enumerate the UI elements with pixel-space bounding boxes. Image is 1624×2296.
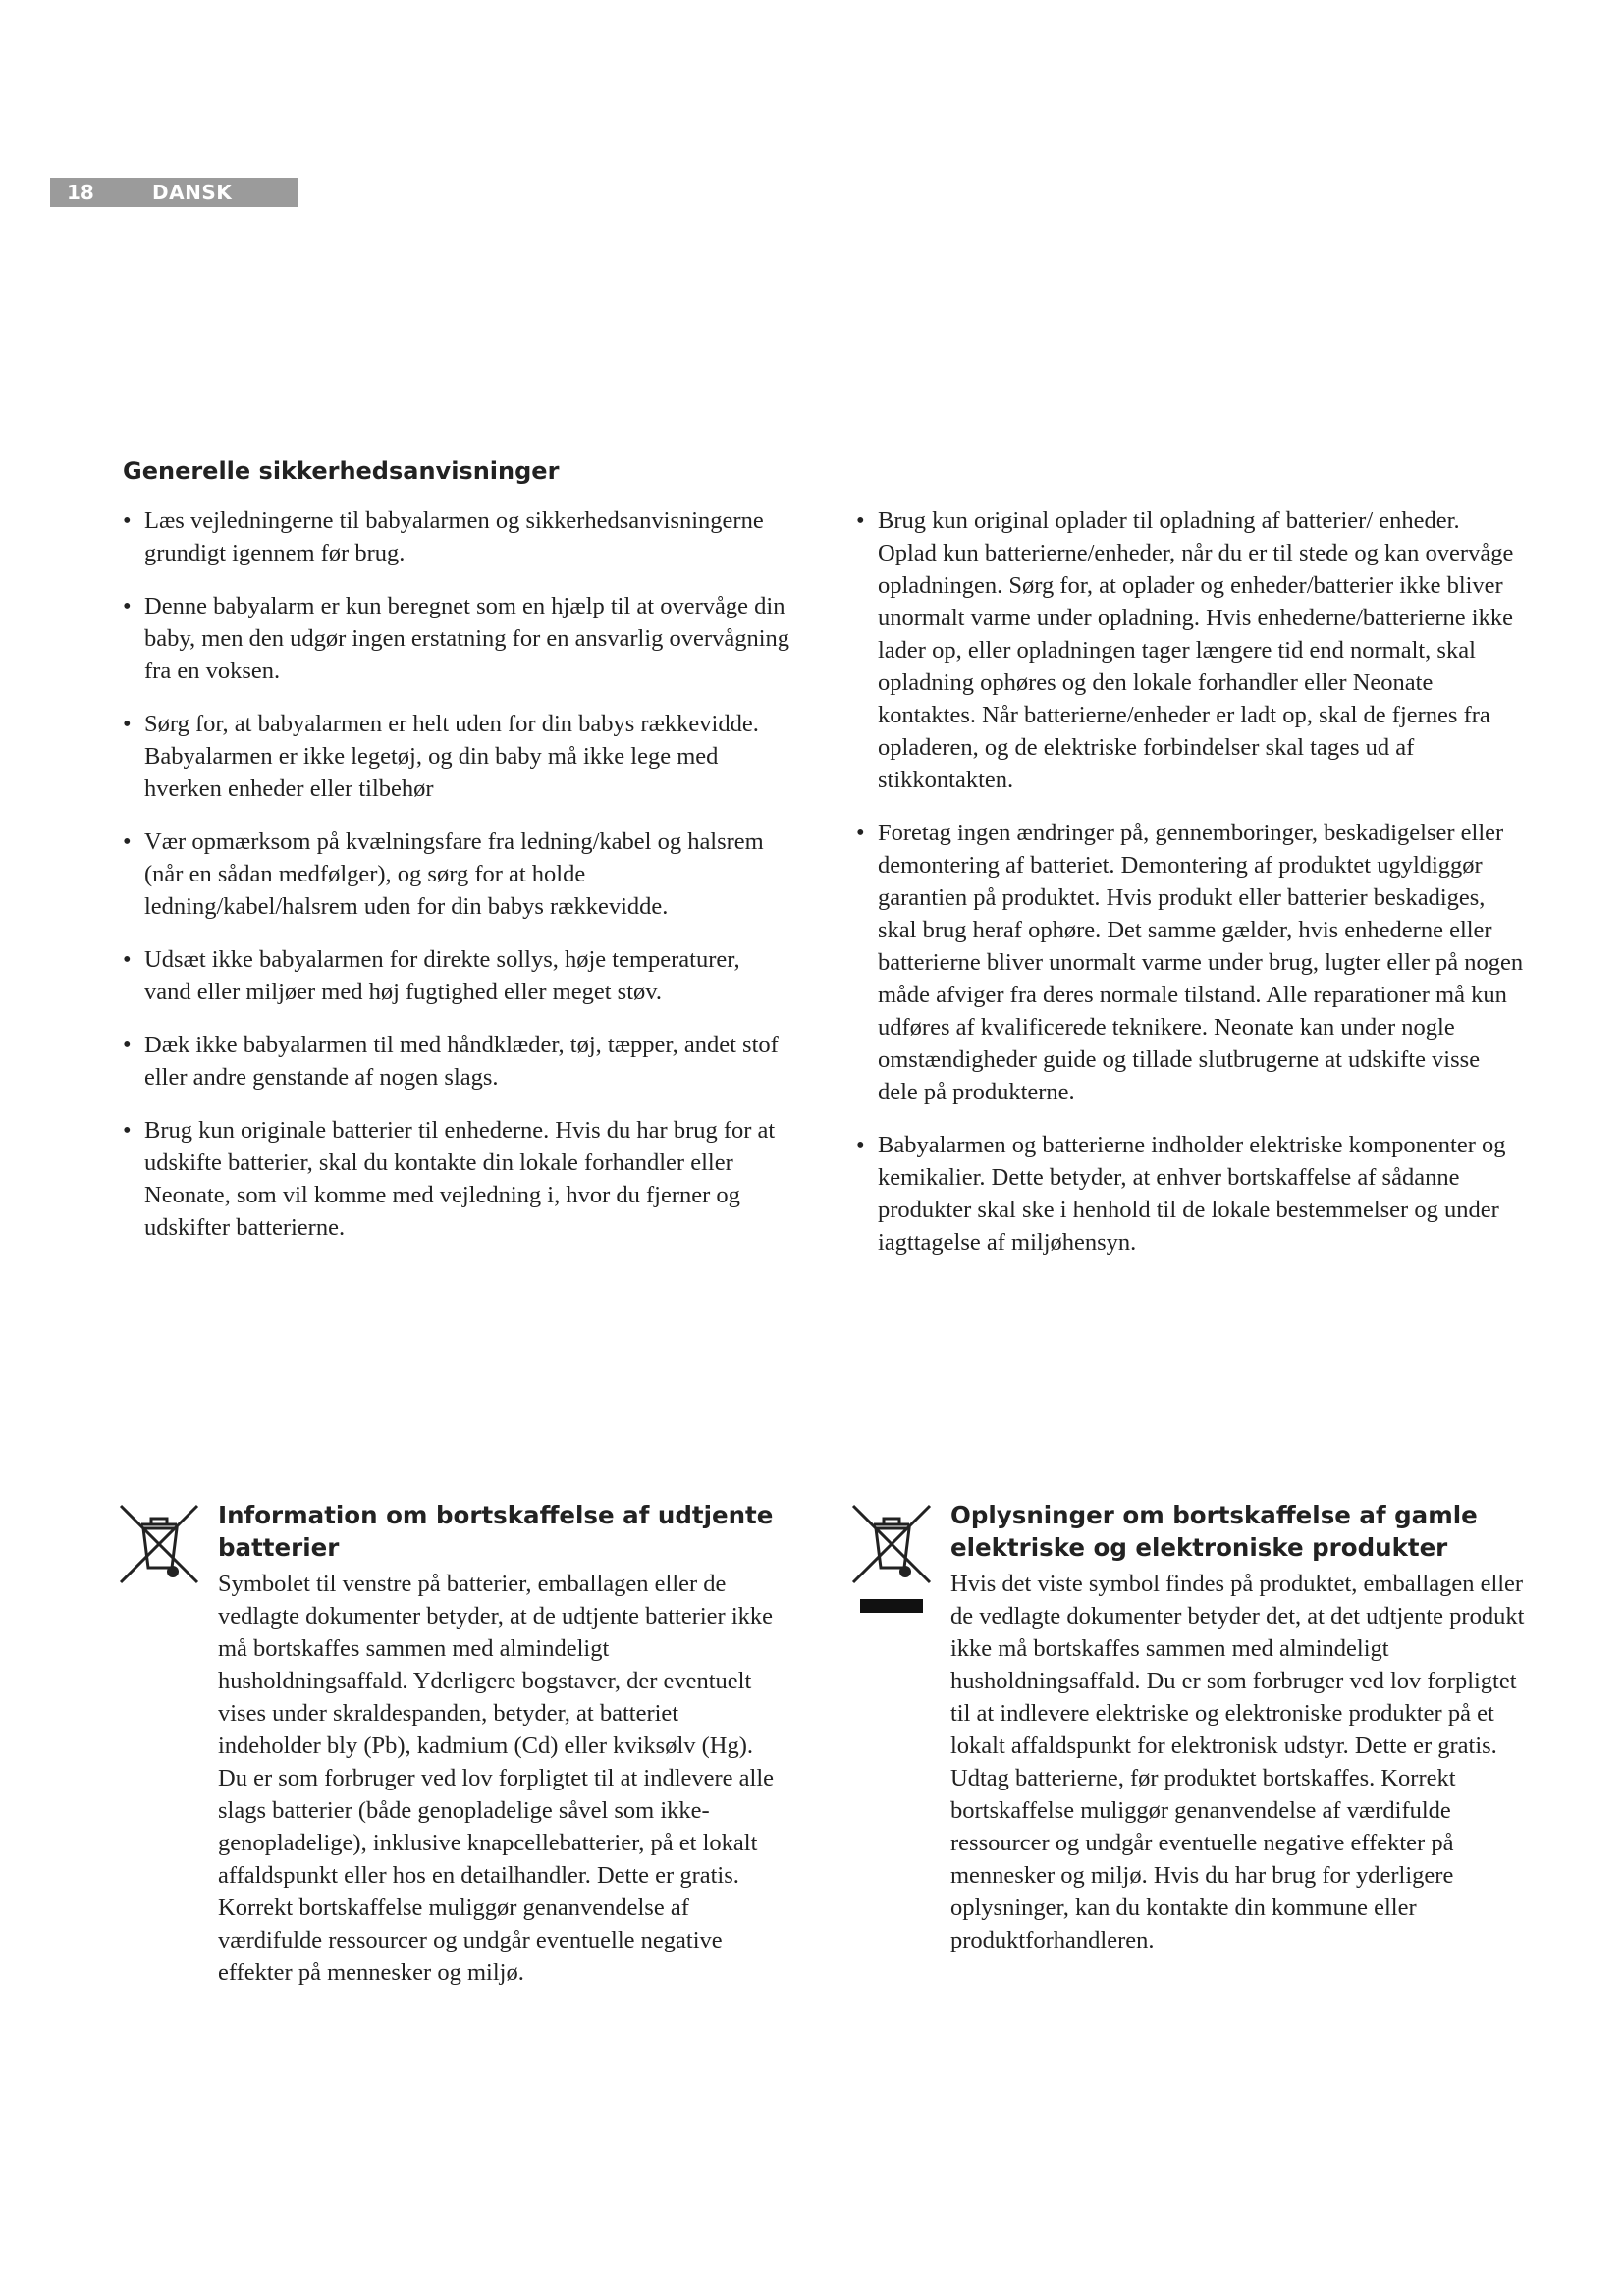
electronics-disposal-text: Hvis det viste symbol findes på produktet, emballagen eller de vedlagte dokumenter betyder det, at det udtjente produkt ikke må bortskaffes sammen med almindeligt husholdningsaffald. Du er som forbruger ved lov forpligtet til at indlevere elektriske og elektroniske produkter på et lokalt affaldspunkt for elektronisk udstyr. Dette er gratis. Udtag batterierne, før produktet bortskaffes. Korrekt bortskaffelse muliggør genanvendelse af værdifulde ressourcer og undgår eventuelle negative effekter på mennesker og miljø. Hvis du har brug for yderligere oplysninger, kan du kontakte din kommune eller produktforhandleren. — [950, 1571, 1525, 1953]
safety-item: • Dæk ikke babyalarmen til med håndklæder, tøj, tæpper, andet stof eller andre genstande af nogen slags. — [123, 1029, 792, 1094]
page-number: 18 — [67, 181, 94, 204]
bullet-icon: • — [123, 507, 132, 534]
safety-item: • Babyalarmen og batterierne indholder elektriske komponenter og kemikalier. Dette betyder, at enhver bortskaffelse af sådanne produkter skal ske i henhold til de lokale bestemmelser og under iagttagelse af miljøhensyn. — [856, 1129, 1524, 1258]
safety-item: • Sørg for, at babyalarmen er helt uden for din babys rækkevidde. Babyalarmen er ikke legetøj, og din baby må ikke lege med hverken enheder eller tilbehør — [123, 708, 792, 805]
crossed-out-wheelie-bin-icon — [118, 1503, 200, 1585]
battery-disposal-title: Information om bortskaffelse af udtjente batterier — [218, 1501, 774, 1562]
bullet-icon: • — [123, 1117, 132, 1144]
bullet-icon: • — [856, 507, 865, 534]
electronics-disposal-title: Oplysninger om bortskaffelse af gamle elektriske og elektroniske produkter — [950, 1501, 1478, 1562]
bullet-icon: • — [856, 1132, 865, 1158]
safety-section-title: Generelle sikkerhedsanvisninger — [123, 457, 560, 485]
language-label: DANSK — [152, 181, 233, 204]
bullet-icon: • — [123, 828, 132, 855]
safety-list-left — [123, 505, 792, 1264]
bullet-icon: • — [123, 711, 132, 737]
safety-item: • Foretag ingen ændringer på, gennemboringer, beskadigelser eller demontering af batteriet. Demontering af produktet ugyldiggør garantien på produktet. Hvis produkt eller batterier beskadiges, skal brug heraf ophøre. Det samme gælder, hvis enhederne eller batterierne bliver unormalt varme under brug, lugter eller på nogen måde afviger fra deres normale tilstand. Alle reparationer må kun udføres af kvalificerede teknikere. Neonate kan under nogle omstændigheder guide og tillade slutbrugerne at udskifte visse dele på produkterne. — [856, 817, 1524, 1108]
safety-item: • Brug kun originale batterier til enhederne. Hvis du har brug for at udskifte batterier, skal du kontakte din lokale forhandler eller Neonate, som vil komme med vejledning i, hvor du fjerner og udskifter batterierne. — [123, 1114, 792, 1244]
battery-disposal-section — [118, 1499, 785, 1989]
bullet-icon: • — [123, 1032, 132, 1058]
battery-disposal-text: Symbolet til venstre på batterier, emballagen eller de vedlagte dokumenter betyder, at de udtjente batterier ikke må bortskaffes sammen med almindeligt husholdningsaffald. Yderligere bogstaver, der eventuelt vises under skraldespanden, betyder, at batteriet indeholder bly (Pb), kadmium (Cd) eller kviksølv (Hg). Du er som forbruger ved lov forpligtet til at indlevere alle slags batterier (både genopladelige såvel som ikke-genopladelige), inklusive knapcellebatterier, på et lokalt affaldspunkt eller hos en detailhandler. Dette er gratis. Korrekt bortskaffelse muliggør genanvendelse af værdifulde ressourcer og undgår eventuelle negative effekter på mennesker og miljø. — [218, 1571, 775, 1986]
safety-item: • Læs vejledningerne til babyalarmen og sikkerhedsanvisningerne grundigt igennem før brug. — [123, 505, 792, 569]
bullet-icon: • — [123, 593, 132, 619]
bullet-icon: • — [856, 820, 865, 846]
safety-item: • Udsæt ikke babyalarmen for direkte sollys, høje temperaturer, vand eller miljøer med høj fugtighed eller meget støv. — [123, 943, 792, 1008]
bullet-icon: • — [123, 946, 132, 973]
electronics-disposal-section — [850, 1499, 1528, 1956]
safety-item: • Brug kun original oplader til opladning af batterier/ enheder. Oplad kun batterierne/enheder, når du er til stede og kan overvåge opladningen. Sørg for, at oplader og enheder/batterier ikke bliver unormalt varme under opladning. Hvis enhederne/batterierne ikke lader op, eller opladningen tager længere tid end normalt, skal opladning ophøres og den lokale forhandler eller Neonate kontaktes. Når batterierne/enheder er ladt op, skal de fjernes fra opladeren, og de elektriske forbindelser skal tages ud af stikkontakten. — [856, 505, 1524, 796]
safety-list-right — [856, 505, 1524, 1279]
crossed-out-wheelie-bin-with-bar-icon — [850, 1503, 933, 1621]
safety-item: • Vær opmærksom på kvælningsfare fra ledning/kabel og halsrem (når en sådan medfølger), og sørg for at holde ledning/kabel/halsrem uden for din babys rækkevidde. — [123, 826, 792, 923]
page-header-bar — [50, 178, 298, 207]
safety-item: • Denne babyalarm er kun beregnet som en hjælp til at overvåge din baby, men den udgør ingen erstatning for en ansvarlig overvågning fra en voksen. — [123, 590, 792, 687]
